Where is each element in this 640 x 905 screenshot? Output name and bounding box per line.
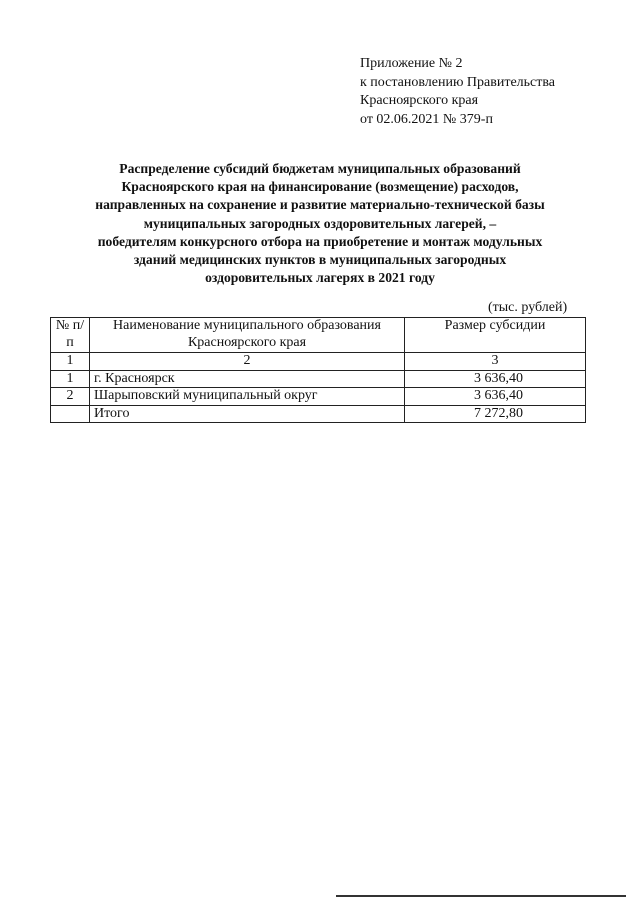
units-label: (тыс. рублей): [488, 300, 568, 315]
title-line: направленных на сохранение и развитие материально-технической базы: [95, 197, 545, 213]
header-name: Наименование муниципального образования Красноярского края: [90, 318, 405, 353]
table-total-row: [51, 405, 586, 423]
index-number: 1: [51, 353, 90, 371]
title-line: зданий медицинских пунктов в муниципальных загородных: [133, 252, 507, 268]
appendix-date: от 02.06.2021 № 379-п: [360, 111, 493, 127]
table-index-row: [51, 353, 586, 371]
subsidy-table: [50, 317, 586, 423]
total-label: Итого: [90, 405, 405, 423]
table-row: [51, 388, 586, 406]
table-row: [51, 370, 586, 388]
header-amount: Размер субсидии: [405, 318, 586, 353]
row-amount: 3 636,40: [405, 388, 586, 406]
title-line: муниципальных загородных оздоровительных лагерей, –: [143, 215, 497, 231]
appendix-region: Красноярского края: [360, 93, 479, 108]
title-line: Распределение субсидий бюджетам муниципальных образований: [119, 161, 521, 176]
row-amount: 3 636,40: [405, 370, 586, 388]
row-name: г. Красноярск: [90, 370, 405, 388]
row-number: 2: [51, 388, 90, 406]
title-line: Красноярского края на финансирование (возмещение) расходов,: [121, 179, 519, 195]
row-name: Шарыповский муниципальный округ: [90, 388, 405, 406]
table-header-row: [51, 318, 586, 353]
index-amount: 3: [405, 353, 586, 371]
document-title: [40, 160, 600, 287]
appendix-number: Приложение № 2: [360, 56, 463, 71]
page-bottom-rule: [336, 895, 626, 897]
title-line: оздоровительных лагерях в 2021 году: [205, 270, 435, 286]
total-amount: 7 272,80: [405, 405, 586, 423]
row-number: 1: [51, 370, 90, 388]
title-line: победителям конкурсного отбора на приобретение и монтаж модульных: [97, 233, 543, 249]
header-number: № п/п: [51, 318, 90, 353]
total-number: [51, 405, 90, 423]
appendix-decree-ref: к постановлению Правительства: [360, 74, 556, 90]
index-name: 2: [90, 353, 405, 371]
appendix-header: [360, 55, 555, 129]
